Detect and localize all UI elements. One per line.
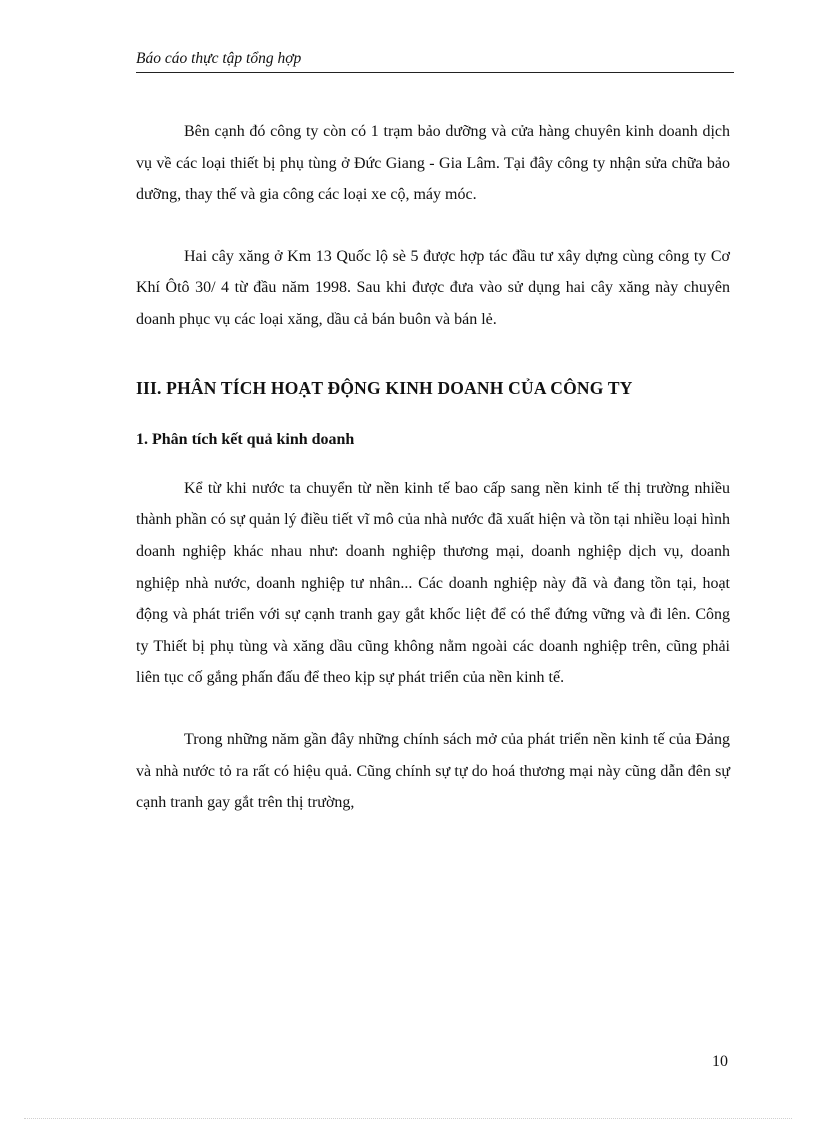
page-body: [136, 116, 730, 819]
paragraph-gas-stations: Hai cây xăng ở Km 13 Quốc lộ sè 5 được hợp tác đầu tư xây dựng cùng công ty Cơ Khí Ôtô 30/ 4 từ đầu năm 1998. Sau khi được đưa vào sử dụng hai cây xăng này chuyên doanh phục vụ các loại xăng, dầu cả bán buôn và bán lẻ.: [136, 247, 730, 328]
page-bottom-divider: [24, 1118, 792, 1119]
section-heading: III. PHÂN TÍCH HOẠT ĐỘNG KINH DOANH CỦA CÔNG TY: [136, 377, 633, 398]
paragraph-market-economy: Kể từ khi nước ta chuyển từ nền kinh tế bao cấp sang nền kinh tế thị trường nhiều thành phần có sự quản lý điều tiết vĩ mô của nhà nước đã xuất hiện và tồn tại nhiều loại hình doanh nghiệp khác nhau như: doanh nghiệp thương mại, doanh nghiệp dịch vụ, doanh nghiệp nhà nước, doanh nghiệp tư nhân... Các doanh nghiệp này đã và đang tồn tại, hoạt động và phát triển với sự cạnh tranh gay gắt khốc liệt để có thể đứng vững và đi lên. Công ty Thiết bị phụ tùng và xăng dầu cũng không nằm ngoài các doanh nghiệp trên, cũng phải liên tục cố gắng phấn đấu để theo kịp sự phát triển của nền kinh tế.: [136, 479, 730, 687]
running-header: [136, 50, 734, 73]
sub-heading: 1. Phân tích kết quả kinh doanh: [136, 431, 355, 449]
header-title: Báo cáo thực tập tổng hợp: [136, 50, 302, 67]
paragraph-maintenance-station: Bên cạnh đó công ty còn có 1 trạm bảo dưỡng và cửa hàng chuyên kinh doanh dịch vụ về các loại thiết bị phụ tùng ở Đức Giang - Gia Lâm. Tại đây công ty nhận sửa chữa bảo dưỡng, thay thế và gia công các loại xe cộ, máy móc.: [136, 123, 730, 204]
paragraph-recent-policies: Trong những năm gần đây những chính sách mở của phát triển nền kinh tế của Đảng và nhà nước tỏ ra rất có hiệu quả. Cũng chính sự tự do hoá thương mại này cũng dẫn đên sự cạnh tranh gay gắt trên thị trường,: [136, 730, 730, 812]
page-number: 10: [712, 1053, 728, 1070]
